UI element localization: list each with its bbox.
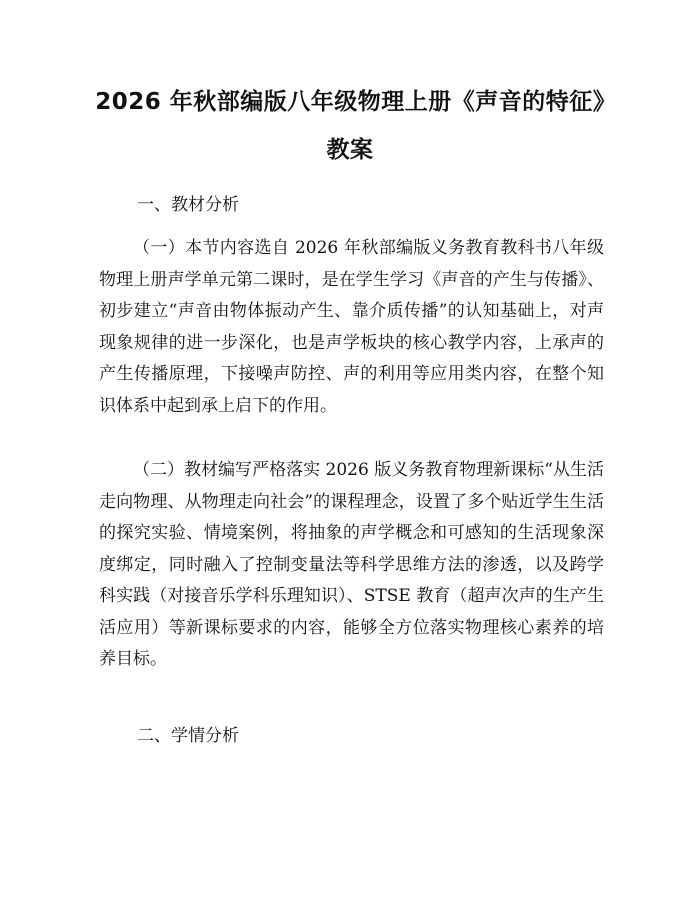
document-title: 2026 年秋部编版八年级物理上册《声音的特征》教案 xyxy=(95,89,605,163)
section-heading-student-analysis: 二、学情分析 xyxy=(137,726,239,746)
paragraph-curriculum-design: （二）教材编写严格落实 2026 版义务教育物理新课标“从生活走向物理、从物理走向社会”的课程理念，设置了多个贴近学生生活的探究实验、情境案例，将抽象的声学概念和可感知的生活现象深度绑定，同时融入了控制变量法等科学思维方法的渗透，以及跨学科实践（对接音乐学科乐理知识）、STSE 教育（超声次声的生产生活应用）等新课标要求的内容，能够全方位落实物理核心素养的培养目标。 xyxy=(99,460,604,669)
section-heading-textbook-analysis: 一、教材分析 xyxy=(137,195,239,215)
paragraph-content-source: （一）本节内容选自 2026 年秋部编版义务教育教科书八年级物理上册声学单元第二课时，是在学生学习《声音的产生与传播》、初步建立“声音由物体振动产生、靠介质传播”的认知基础上，对声现象规律的进一步深化，也是声学板块的核心教学内容，上承声的产生传播原理，下接噪声防控、声的利用等应用类内容，在整个知识体系中起到承上启下的作用。 xyxy=(99,238,604,416)
